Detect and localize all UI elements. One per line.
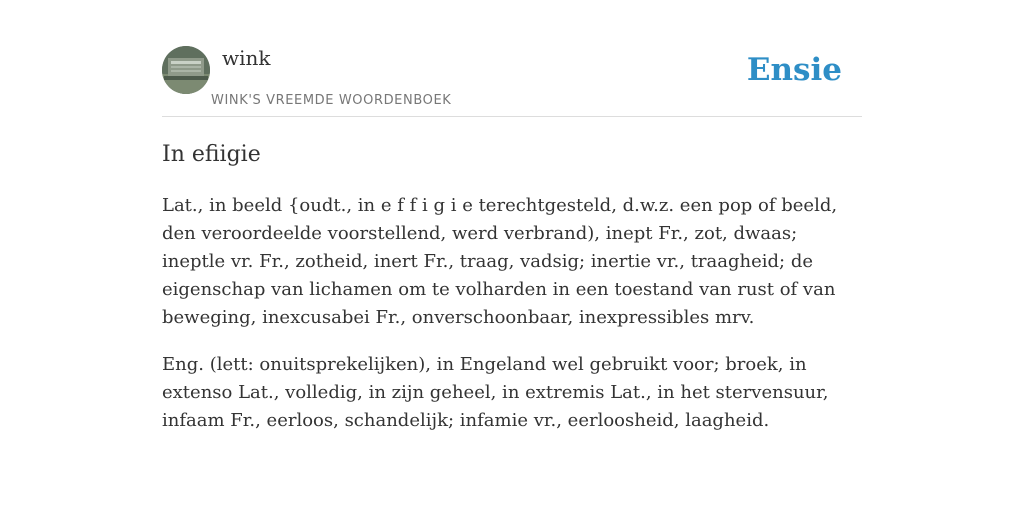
definition-paragraph: Eng. (lett: onuitsprekelijken), in Engeland wel gebruikt voor; broek, in extenso Lat., volledig, in zijn geheel, in extremis Lat., in het stervensuur, infaam Fr., eerloos, schandelijk; infamie vr., eerloosheid, laagheid. (162, 354, 829, 431)
entry-title: In efiigie (162, 142, 261, 167)
definition-paragraph: Lat., in beeld {oudt., in e f f i g i e terechtgesteld, d.w.z. een pop of beeld, den veroordeelde voorstellend, werd verbrand), inept Fr., zot, dwaas; ineptle vr. Fr., zotheid, inert Fr., traag, vadsig; inertie vr., traagheid; de eigenschap van lichamen om te volharden in een toestand van rust of van beweging, inexcusabei Fr., onverschoonbaar, inexpressibles mrv. (162, 195, 838, 328)
entry-definition (162, 192, 862, 454)
brand-logo[interactable]: Ensie (746, 52, 842, 88)
header (162, 46, 862, 117)
avatar-image (162, 46, 210, 94)
author-name[interactable]: wink (222, 46, 271, 70)
author-avatar[interactable] (162, 46, 210, 94)
source-dictionary-name[interactable]: WINK'S VREEMDE WOORDENBOEK (211, 93, 452, 108)
